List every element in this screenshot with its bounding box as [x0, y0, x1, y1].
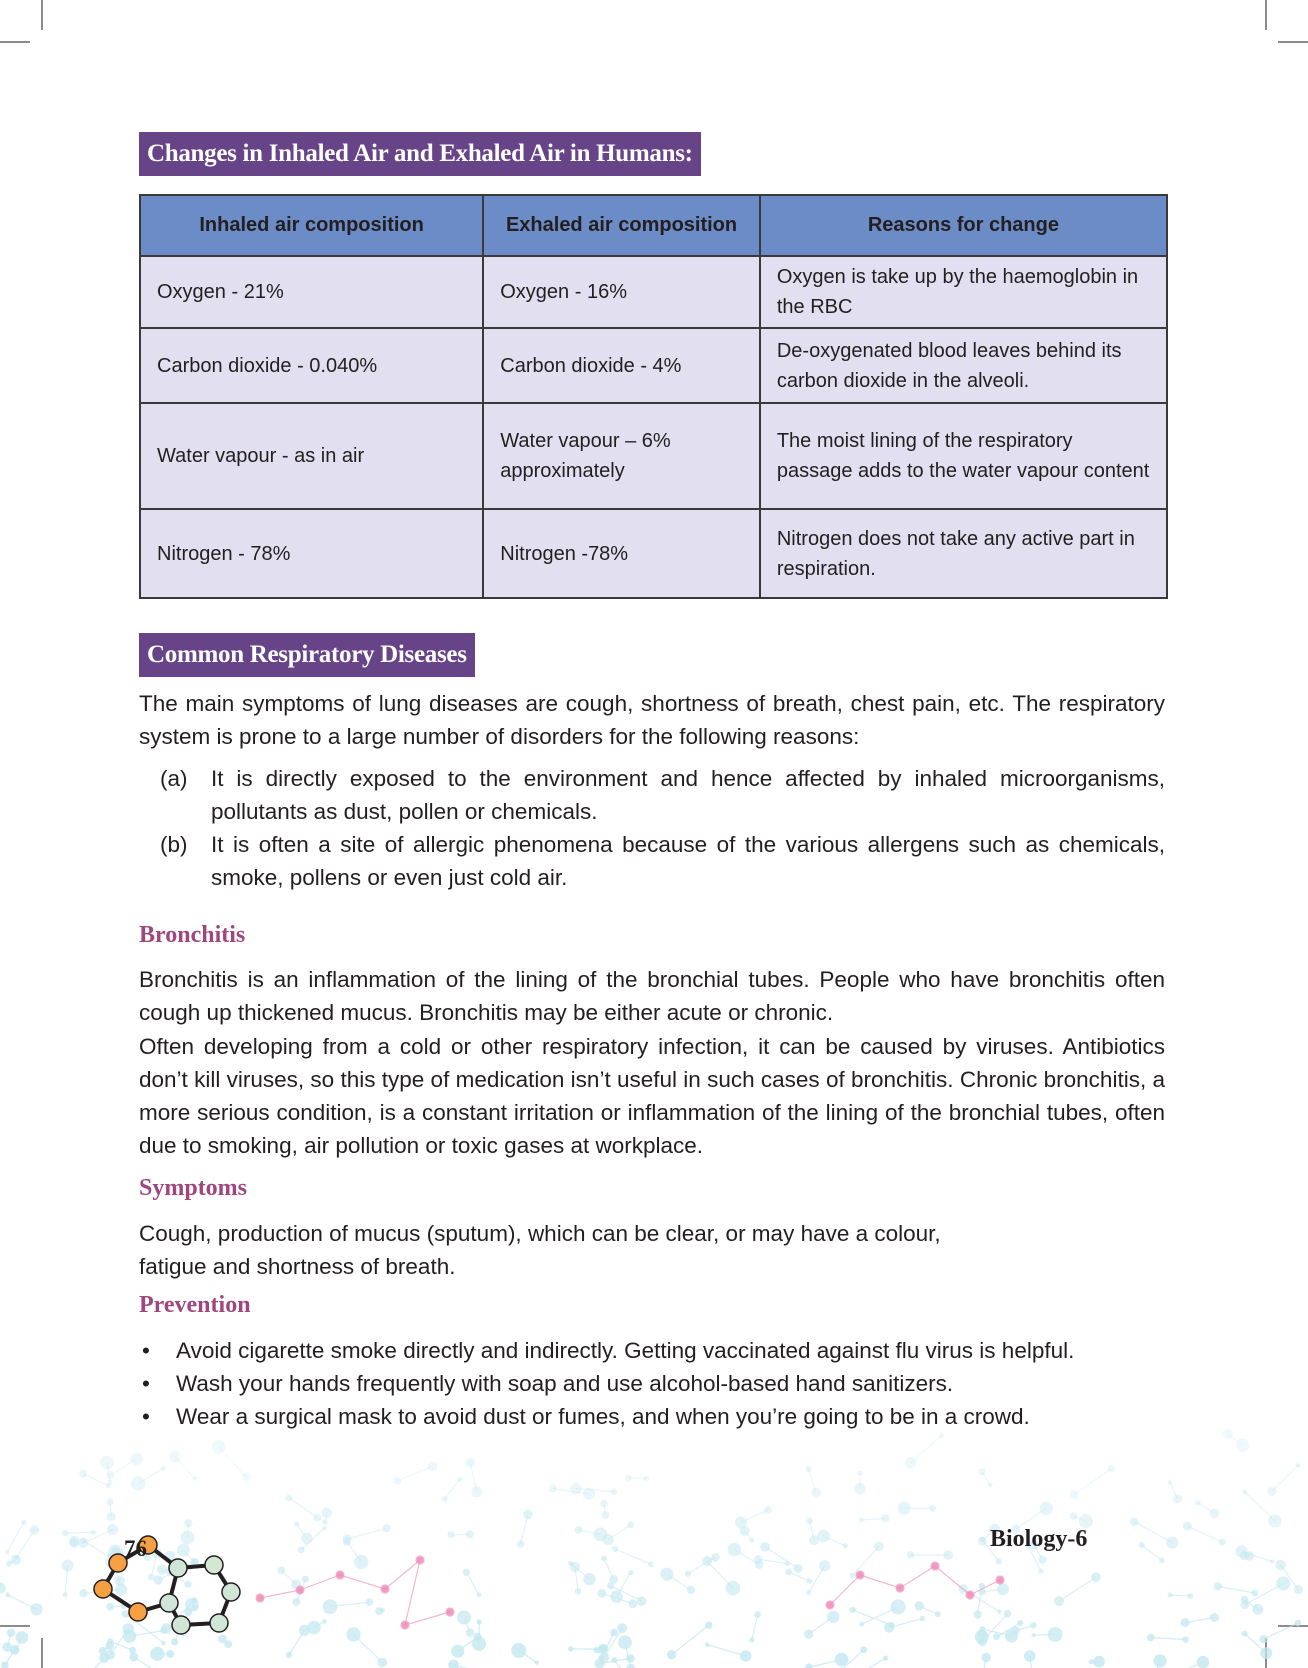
list-marker: (b) [160, 832, 188, 857]
list-item-text: Wear a surgical mask to avoid dust or fumes, and when you’re going to be in a crowd. [176, 1404, 1030, 1429]
book-title: Biology-6 [990, 1526, 1088, 1552]
table-cell: Oxygen - 16% [483, 256, 760, 328]
section-banner-respiratory-diseases: Common Respiratory Diseases [139, 633, 475, 677]
intro-paragraph: The main symptoms of lung diseases are cough, shortness of breath, chest pain, etc. The respiratory system is prone to a large number of disorders for the following reasons: [139, 691, 1165, 749]
symptoms-line-1: Cough, production of mucus (sputum), which can be clear, or may have a colour, [139, 1221, 941, 1246]
list-item-text: Avoid cigarette smoke directly and indirectly. Getting vaccinated against flu virus is helpful. [176, 1338, 1075, 1363]
bullet-icon: • [142, 1404, 150, 1429]
list-item-text: Wash your hands frequently with soap and use alcohol-based hand sanitizers. [176, 1371, 954, 1396]
table-cell: Carbon dioxide - 0.040% [140, 328, 483, 403]
bullet-icon: • [142, 1338, 150, 1363]
table-cell: Water vapour - as in air [140, 403, 483, 509]
bronchitis-paragraph-1: Bronchitis is an inflammation of the lining of the bronchial tubes. People who have bronchitis often cough up thickened mucus. Bronchitis may be either acute or chronic. [139, 967, 1165, 1025]
subheading-symptoms: Symptoms [139, 1175, 248, 1201]
table-cell: De-oxygenated blood leaves behind its carbon dioxide in the alveoli. [760, 328, 1167, 403]
bronchitis-paragraph-2: Often developing from a cold or other respiratory infection, it can be caused by viruses. Antibiotics don’t kill viruses, so this type of medication isn’t useful in such cases of bronchitis. Chronic bronchitis, a more serious condition, is a constant irritation or inflammation of the lining of the bronchial tubes, often due to smoking, air pollution or toxic gases at workplace. [139, 1034, 1165, 1158]
subheading-prevention: Prevention [139, 1292, 251, 1318]
table-cell: Nitrogen does not take any active part in respiration. [760, 509, 1167, 598]
table-cell: Water vapour – 6% approximately [483, 403, 760, 509]
table-cell: Oxygen - 21% [140, 256, 483, 328]
table-cell: The moist lining of the respiratory passage adds to the water vapour content [760, 403, 1167, 509]
table-cell: Oxygen is take up by the haemoglobin in the RBC [760, 256, 1167, 328]
table-cell: Nitrogen - 78% [140, 509, 483, 598]
table-cell: Nitrogen -78% [483, 509, 760, 598]
list-item-text: It is often a site of allergic phenomena because of the various allergens such as chemicals, smoke, pollens or even just cold air. [211, 832, 1165, 890]
page-number: 76 [124, 1536, 147, 1561]
table-cell: Carbon dioxide - 4% [483, 328, 760, 403]
list-item-text: It is directly exposed to the environment and hence affected by inhaled microorganisms, pollutants as dust, pollen or chemicals. [211, 766, 1165, 824]
subheading-bronchitis: Bronchitis [139, 922, 246, 948]
list-marker: (a) [160, 766, 188, 791]
symptoms-line-2: fatigue and shortness of breath. [139, 1254, 456, 1279]
column-header: Reasons for change [760, 195, 1167, 256]
section-banner-air-changes: Changes in Inhaled Air and Exhaled Air in Humans: [139, 132, 701, 176]
column-header: Exhaled air composition [483, 195, 760, 256]
column-header: Inhaled air composition [140, 195, 483, 256]
bullet-icon: • [142, 1371, 150, 1396]
